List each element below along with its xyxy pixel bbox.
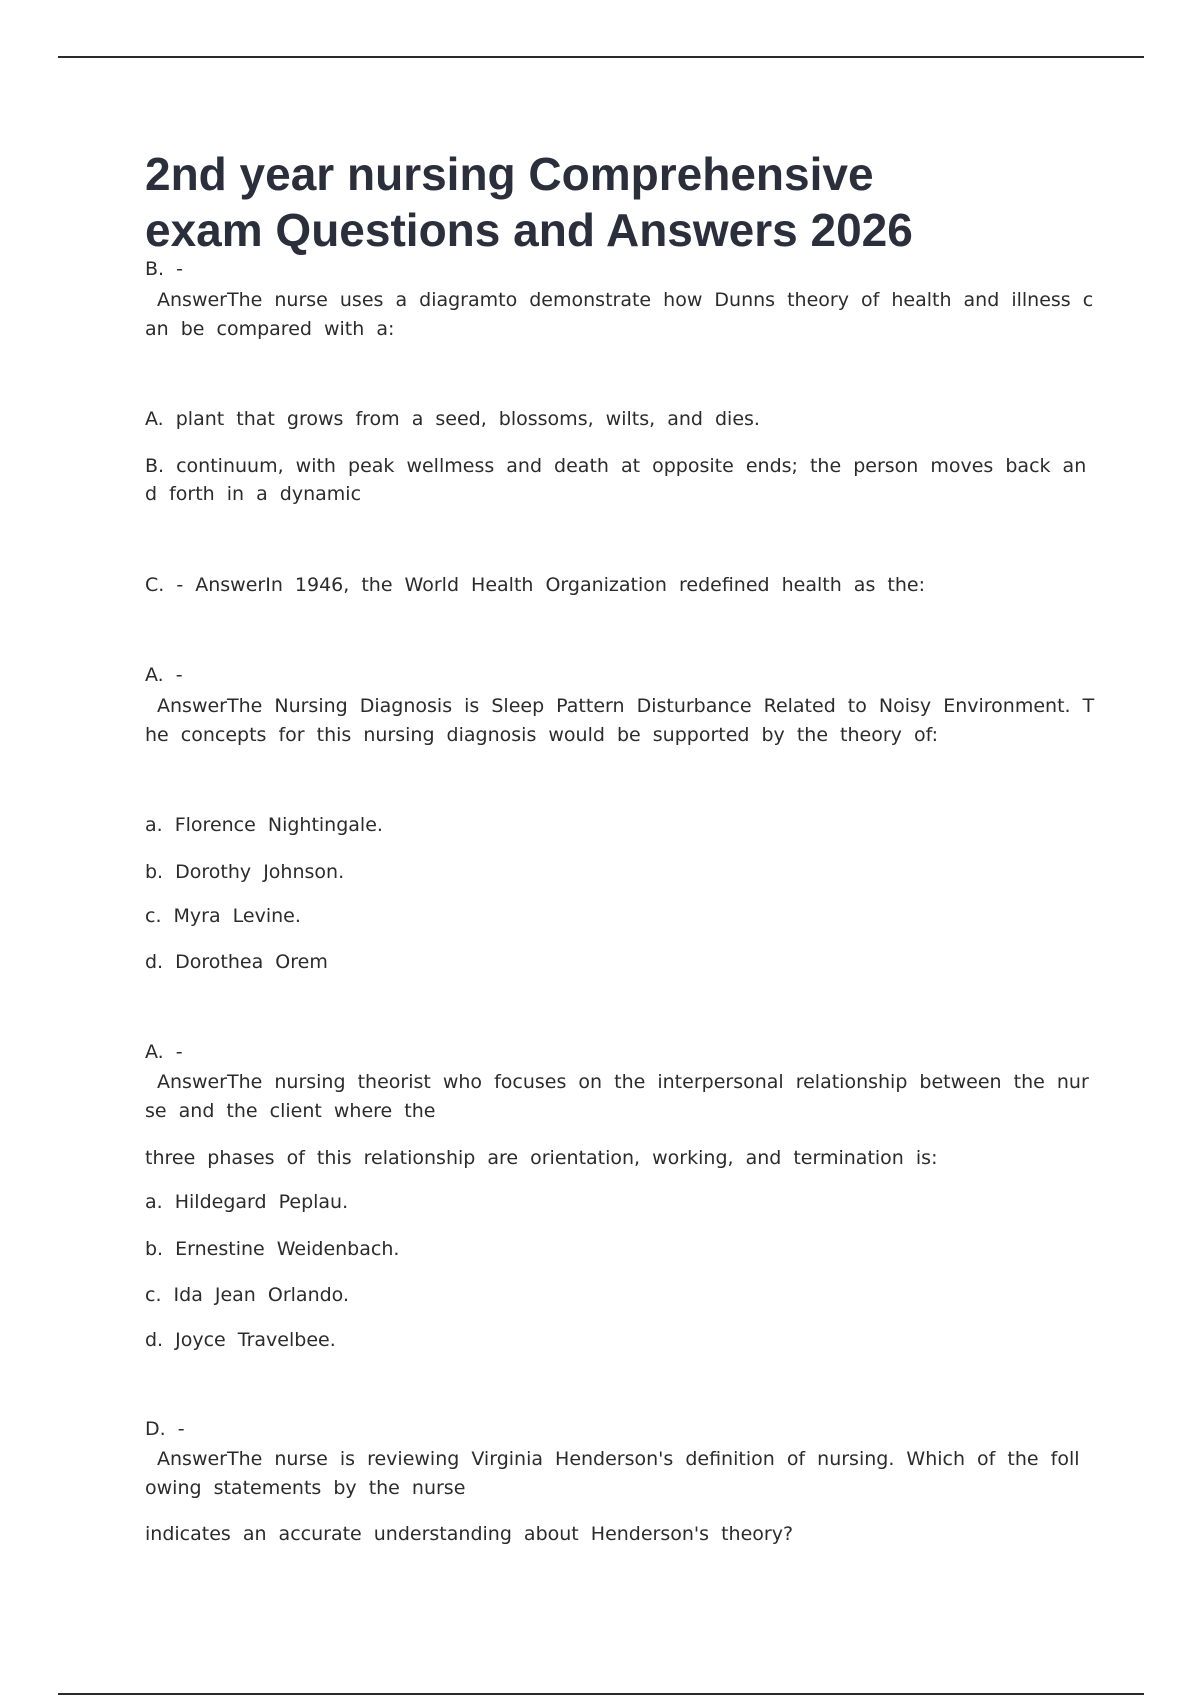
question-text: he concepts for this nursing diagnosis would be supported by the theory of: [145, 724, 938, 746]
answer-label: A. - [145, 664, 183, 686]
question-text: indicates an accurate understanding about Henderson's theory? [145, 1523, 794, 1545]
question-text: C. - AnswerIn 1946, the World Health Organization redefined health as the: [145, 574, 925, 596]
option-text: c. Ida Jean Orlando. [145, 1284, 350, 1306]
option-text: c. Myra Levine. [145, 905, 301, 927]
question-text: three phases of this relationship are orientation, working, and termination is: [145, 1147, 938, 1169]
question-text: an be compared with a: [145, 318, 395, 340]
option-text: b. Dorothy Johnson. [145, 861, 345, 883]
option-text: d forth in a dynamic [145, 483, 362, 505]
question-text: se and the client where the [145, 1100, 436, 1122]
option-text: A. plant that grows from a seed, blossoms, wilts, and dies. [145, 408, 760, 430]
option-text: d. Joyce Travelbee. [145, 1329, 336, 1351]
option-text: B. continuum, with peak wellmess and death at opposite ends; the person moves back an [145, 455, 1087, 477]
answer-label: A. - [145, 1041, 183, 1063]
page-title [145, 146, 1145, 258]
title-line-2: exam Questions and Answers 2026 [145, 204, 913, 256]
title-line-1: 2nd year nursing Comprehensive [145, 148, 874, 200]
question-text: owing statements by the nurse [145, 1477, 466, 1499]
question-text: AnswerThe nursing theorist who focuses on the interpersonal relationship between the nur [157, 1071, 1089, 1093]
option-text: b. Ernestine Weidenbach. [145, 1238, 400, 1260]
answer-label: D. - [145, 1418, 185, 1440]
answer-label: B. - [145, 258, 183, 280]
option-text: a. Hildegard Peplau. [145, 1191, 349, 1213]
question-text: AnswerThe Nursing Diagnosis is Sleep Pattern Disturbance Related to Noisy Environment. T [157, 695, 1095, 717]
question-text: AnswerThe nurse uses a diagramto demonstrate how Dunns theory of health and illness c [157, 289, 1094, 311]
option-text: a. Florence Nightingale. [145, 814, 383, 836]
question-text: AnswerThe nurse is reviewing Virginia Henderson's definition of nursing. Which of the foll [157, 1448, 1080, 1470]
top-rule [58, 56, 1144, 58]
option-text: d. Dorothea Orem [145, 951, 328, 973]
bottom-rule [58, 1693, 1144, 1695]
